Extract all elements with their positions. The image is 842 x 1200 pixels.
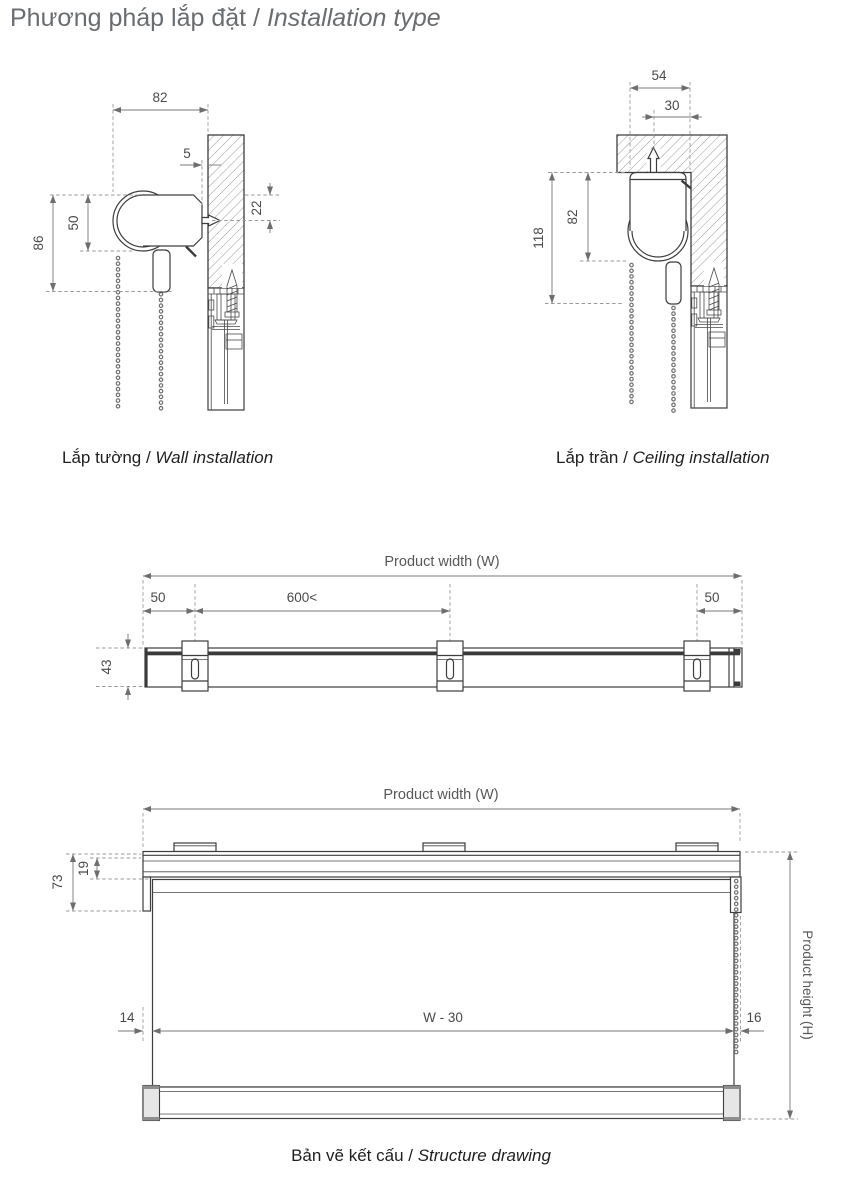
wall-dim-total-height: 86	[31, 235, 46, 251]
ceiling-dim-roll-height: 82	[565, 209, 580, 225]
page-title-vi: Phương pháp lắp đặt	[10, 4, 247, 32]
wall-dim-depth: 82	[152, 90, 168, 105]
top-view-diagram	[96, 554, 742, 700]
ceiling-installation-diagram	[531, 68, 727, 411]
front-view-left-end-cap	[143, 877, 151, 911]
ceiling-dim-screw-offset: 30	[664, 98, 680, 113]
structure-drawing-caption: Bản vẽ kết cấu / Structure drawing	[291, 1146, 551, 1165]
front-view-right-gap: 16	[746, 1010, 762, 1025]
front-view-product-height-label: Product height (H)	[800, 930, 815, 1040]
wall-bracket-profile	[208, 288, 244, 410]
front-view-left-gap: 14	[119, 1010, 135, 1025]
front-view-bracket-tabs	[174, 843, 718, 852]
wall-chain-guide	[153, 250, 170, 292]
top-view-product-width-label: Product width (W)	[384, 554, 500, 570]
top-view-end-offset-left: 50	[150, 590, 166, 605]
wall-clutch-body	[143, 195, 202, 246]
ceiling-clutch-body	[630, 173, 686, 232]
top-view-bracket-left	[182, 641, 208, 691]
page-title: Phương pháp lắp đặt / Installation type	[10, 4, 441, 32]
wall-dim-screw-offset: 22	[249, 200, 264, 216]
front-view-fabric-width: W - 30	[423, 1010, 463, 1025]
front-view-product-width-label: Product width (W)	[383, 787, 499, 803]
front-view-diagram	[50, 787, 815, 1121]
page-title-en: Installation type	[266, 4, 441, 32]
ceiling-chain-guide	[666, 262, 681, 304]
top-view-end-offset-right: 50	[704, 590, 720, 605]
top-view-rail-depth: 43	[99, 659, 114, 675]
top-view-bracket-spacing: 600<	[286, 590, 318, 605]
front-view-rail-height: 19	[76, 860, 91, 877]
wall-installation-diagram	[31, 90, 280, 411]
top-view-bracket-center	[437, 641, 463, 691]
top-view-bracket-right	[684, 641, 710, 691]
wall-dim-gap: 5	[183, 146, 191, 161]
wall-clutch-mark	[186, 247, 196, 257]
front-view-head-height: 73	[50, 874, 65, 890]
ceiling-dim-bracket-depth: 54	[651, 68, 667, 83]
ceiling-dim-total-height: 118	[531, 227, 546, 249]
front-view-fabric-panel	[153, 880, 735, 1088]
wall-installation-caption: Lắp tường / Wall installation	[62, 448, 274, 467]
ceiling-installation-caption: Lắp trần / Ceiling installation	[556, 448, 770, 467]
wall-dim-roll-height: 50	[66, 215, 81, 231]
